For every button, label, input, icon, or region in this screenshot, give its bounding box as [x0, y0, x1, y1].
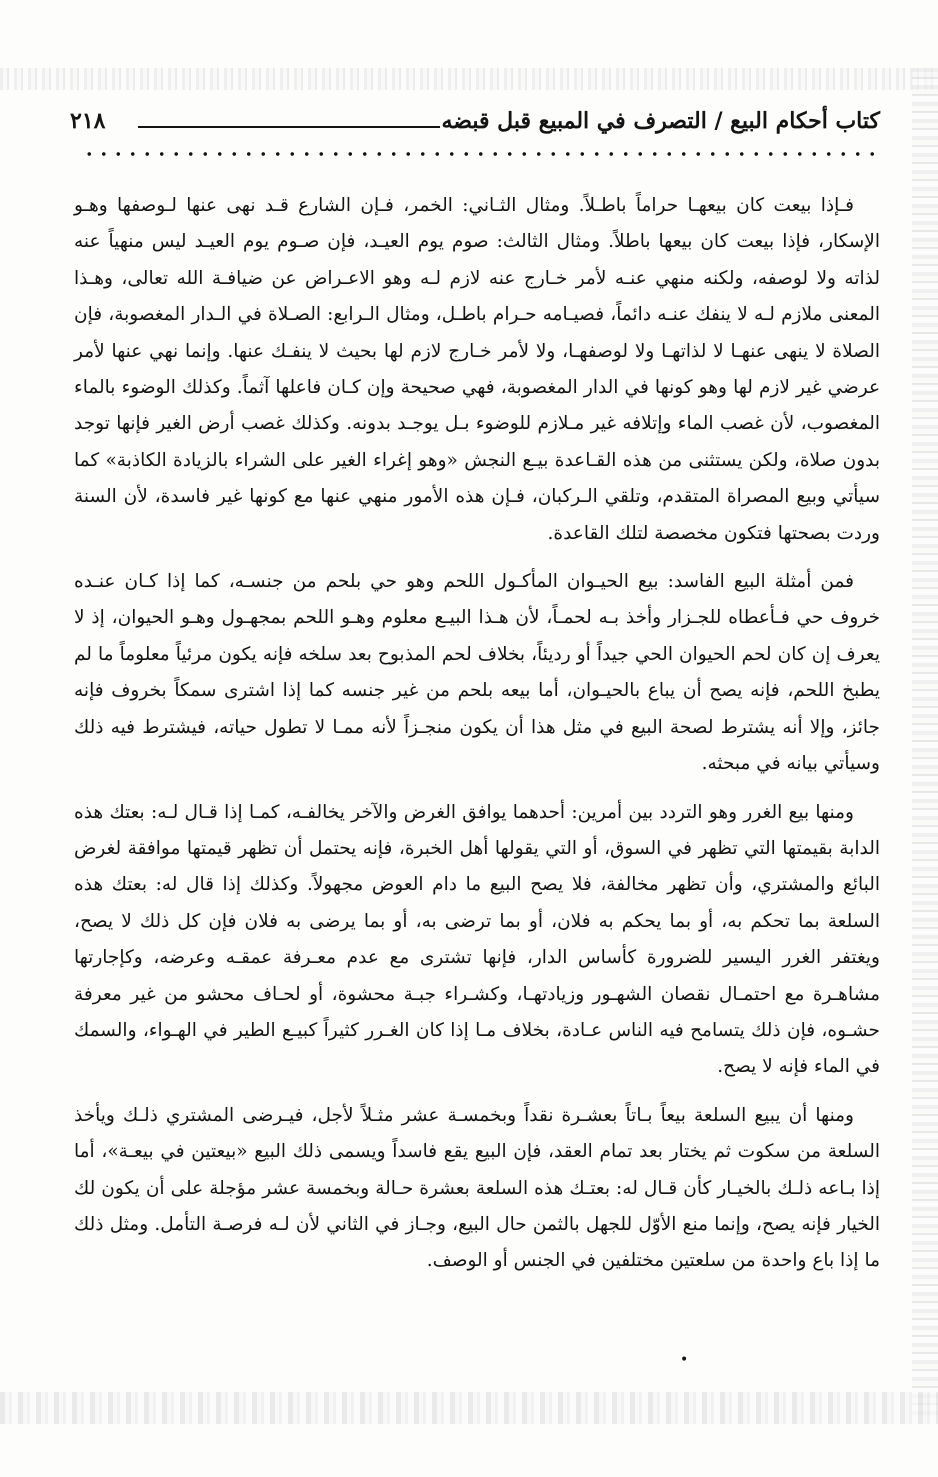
body-text — [74, 188, 880, 1280]
scan-noise-bottom — [0, 1392, 938, 1424]
paragraph: ومنها بيع الغرر وهو التردد بين أمرين: أحدهما يوافق الغرض والآخر يخالفـه، كمـا إذا قـال لـه: بعتك هذه الدابة بقيمتها التي تظهر في السوق، أو التي يقولها أهل الخبرة، فإنه يحتمل أن تظهر قيمتها موافقة لغرض البائع والمشتري، وأن تظهر مخالفة، فلا يصح البيع ما دام العوض مجهولاً. وكذلك إذا قال له: بعتك هذه السلعة بما تحكم به، أو بما يحكم به فلان، أو بما ترضى به، أو بما يرضى به فلان فإن كل ذلك لا يصح، ويغتفر الغرر اليسير للضرورة كأساس الدار، فإنها تشترى مع عدم معـرفة عمقـه وعرضه، وكإجارتها مشاهـرة مع احتمـال نقصان الشهـور وزيادتهـا، وكشـراء جبـة محشوة، أو لحـاف محشو من غير معرفة حشـوه، فإن ذلك يتسامح فيه الناس عـادة، بخلاف مـا إذا كان الغـرر كثيراً كبيـع الطير في الهـواء، والسمك في الماء فإنه لا يصح. — [74, 801, 880, 1078]
page-number: ٢١٨ — [70, 108, 106, 134]
stray-mark-icon: • — [680, 1352, 689, 1368]
scan-noise-top — [0, 68, 938, 90]
paragraph: فـإذا بيعت كان بيعهـا حراماً باطـلاً. ومثال الثـاني: الخمر، فـإن الشارع قـد نهى عنها لـوصفها وهـو الإسكار، فإذا بيعت كان بيعها باطلاً. ومثال الثالث: صوم يوم العيـد، فإن صـوم يوم العيـد ليس منهياً عنه لذاته ولا لوصفه، ولكنه منهي عنـه لأمر خـارج عنه لازم لـه وهو الاعـراض عن ضيافـة الله تعالى، وهـذا المعنى ملازم لـه لا ينفك عنـه دائماً، فصيـامه حـرام باطـل، ومثال الـرابع: الصـلاة في الـدار المغصوبة، فإن الصلاة لا ينهى عنهـا لا لذاتهـا ولا لوصفهـا، ولا لأمر خـارج لازم لها بحيث لا ينفـك عنها. وإنما نهي عنها لأمر عرضي غير لازم لها وهو كونها في الدار المغصوبة، فهي صحيحة وإن كـان فاعلها آثماً. وكذلك الوضوء بالماء المغصوب، لأن غصب الماء وإتلافه غير مـلازم للوضوء بـل يوجـد بدونه. وكذلك غصب أرض الغير فإنها توجد بدون صلاة، ولكن يستثنى من هذه القـاعدة بيـع النجش «وهو إغراء الغير على الشراء بالزيادة الكاذبة» كما سيأتي وبيع المصراة المتقدم، وتلقي الـركبان، فـإن هذه الأمور منهي عنها مع كونها غير فاسدة، لأن السنة وردت بصحتها فتكون مخصصة لتلك القاعدة. — [74, 195, 880, 544]
dotted-separator — [82, 150, 884, 158]
header-rule — [138, 126, 440, 128]
paragraph: فمن أمثلة البيع الفاسد: بيع الحيـوان المأكـول اللحم وهو حي بلحم من جنسـه، كما إذا كـان عنـده خروف حي فـأعطاه للجـزار وأخذ بـه لحمـاً، لأن هـذا البيـع معلوم وهـو اللحم بمجهـول وهـو الحيوان، إذ لا يعرف إن كان لحم الحيوان الحي جيداً أو رديئاً، بخلاف لحم المذبوح بعد سلخه فإنه يكون مرئياً معلوماً ما لم يطبخ اللحم، فإنه يصح أن يباع بالحيـوان، أما بيعه بلحم من غير جنسه كما إذا اشترى سمكاً بخروف فإنه جائز، وإلا أنه يشترط لصحة البيع في مثل هذا أن يكون منجـزاً لأنه ممـا لا تطول حياته، فيشترط فيه ذلك وسيأتي بيانه في مبحثه. — [74, 571, 880, 775]
running-header — [70, 104, 880, 148]
running-title: كتاب أحكام البيع / التصرف في المبيع قبل قبضه — [441, 108, 880, 134]
paragraph: ومنها أن يبيع السلعة بيعاً بـاتاً بعشـرة نقداً وبخمسـة عشر مثـلاً لأجل، فيـرضى المشتري ذلـك ويأخذ السلعة من سكوت ثم يختار بعد تمام العقد، فإن البيع يقع فاسداً ويسمى ذلك البيع «بيعتين في بيعـة»، أما إذا بـاعه ذلـك بالخيـار كأن قـال له: بعتـك هذه السلعة بعشرة حـالة وبخمسة عشر مؤجلة على أن يكون لك الخيار فإنه يصح، وإنما منع الأوّل للجهل بالثمن حال البيع، وجـاز في الثاني لأن لـه فرصـة التأمل. ومثل ذلك ما إذا باع واحدة من سلعتين مختلفين في الجنس أو الوصف. — [74, 1104, 880, 1272]
scan-noise-right — [912, 68, 938, 1417]
